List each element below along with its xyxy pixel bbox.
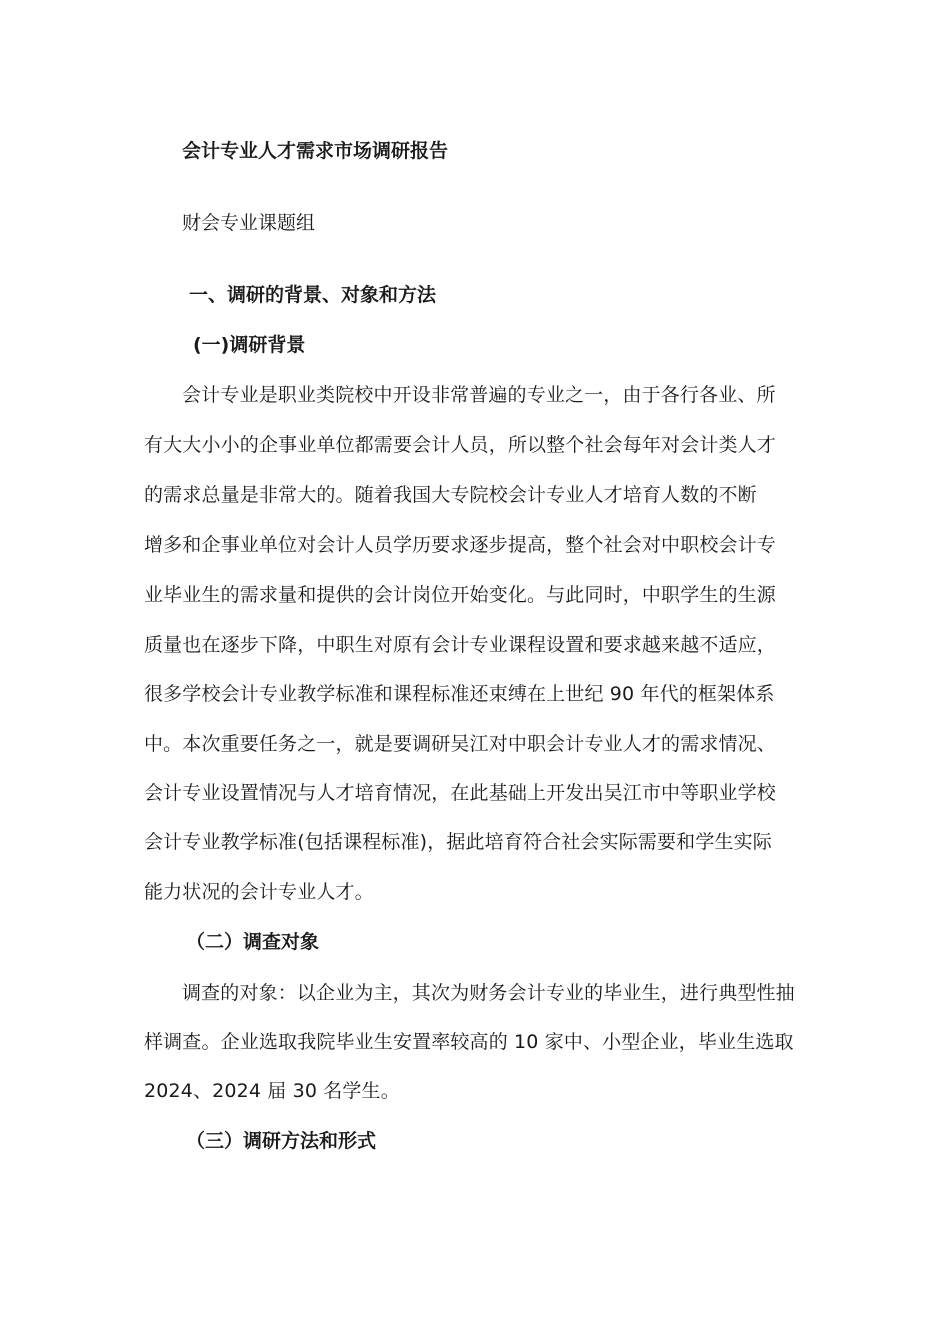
paragraph-line: 的需求总量是非常大的。随着我国大专院校会计专业人才培育人数的不断 [144,484,757,506]
paragraph-line: 会计专业设置情况与人才培育情况，在此基础上开发出吴江市中等职业学校 [144,782,776,804]
document-author: 财会专业课题组 [182,212,316,234]
subsection-heading-background: (一)调研背景 [193,334,306,356]
paragraph-line: 能力状况的会计专业人才。 [144,881,374,903]
paragraph-line: 增多和企事业单位对会计人员学历要求逐步提高，整个社会对中职校会计专 [144,534,776,556]
subsection-heading-survey-objects: （二）调查对象 [186,931,320,953]
subsection-heading-methods: （三）调研方法和形式 [186,1130,377,1152]
paragraph-line: 会计专业是职业类院校中开设非常普遍的专业之一，由于各行各业、所 [182,384,776,406]
document-title: 会计专业人才需求市场调研报告 [182,140,449,162]
paragraph-line: 很多学校会计专业教学标准和课程标准还束缚在上世纪 90 年代的框架体系 [144,683,775,705]
paragraph-line: 调查的对象：以企业为主，其次为财务会计专业的毕业生，进行典型性抽 [182,982,795,1004]
paragraph-line: 样调查。企业选取我院毕业生安置率较高的 10 家中、小型企业，毕业生选取 [144,1031,794,1053]
paragraph-line: 中。本次重要任务之一，就是要调研吴江对中职会计专业人才的需求情况、 [144,733,776,755]
paragraph-line: 有大大小小的企事业单位都需要会计人员，所以整个社会每年对会计类人才 [144,434,776,456]
paragraph-line: 质量也在逐步下降，中职生对原有会计专业课程设置和要求越来越不适应， [144,634,776,656]
paragraph-line: 会计专业教学标准(包括课程标准)，据此培育符合社会实际需要和学生实际 [144,831,772,853]
paragraph-line: 2024、2024 届 30 名学生。 [144,1080,400,1102]
section-heading-background-objects-methods: 一、调研的背景、对象和方法 [189,284,437,306]
paragraph-line: 业毕业生的需求量和提供的会计岗位开始变化。与此同时，中职学生的生源 [144,584,776,606]
